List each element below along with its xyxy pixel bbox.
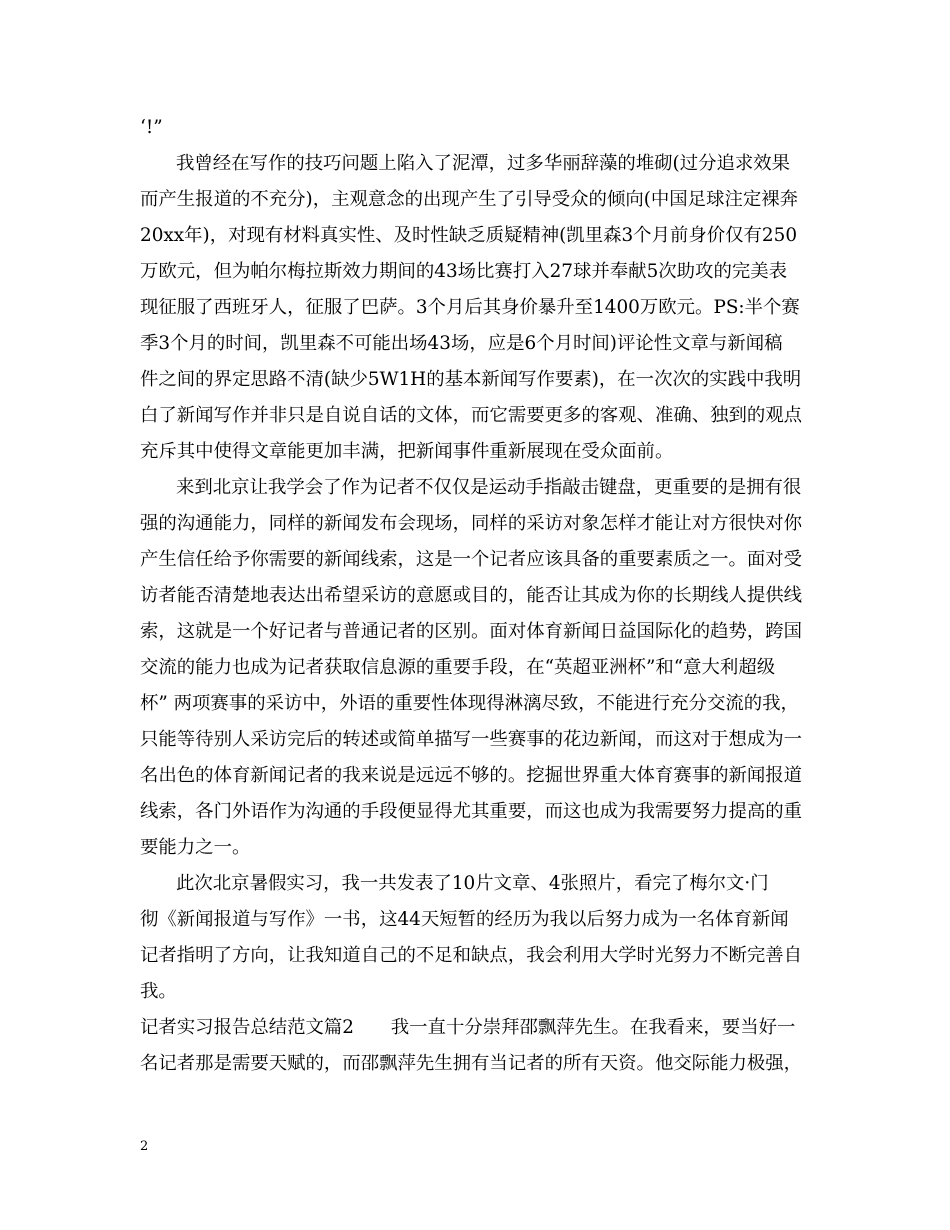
text-line: 件之间的界定思路不清(缺少5W1H的基本新闻写作要素)，在一次次的实践中我明 bbox=[140, 369, 802, 390]
text-line: 此次北京暑假实习，我一共发表了10片文章、4张照片，看完了梅尔文·门 bbox=[176, 873, 769, 894]
text-line: 要能力之一。 bbox=[140, 837, 251, 858]
text-line: 我曾经在写作的技巧问题上陷入了泥潭，过多华丽辞藻的堆砌(过分追求效果 bbox=[176, 153, 791, 174]
text-line: 杯” 两项赛事的采访中，外语的重要性体现得淋漓尽致，不能进行充分交流的我， bbox=[140, 693, 799, 714]
text-line: 只能等待别人采访完后的转述或简单描写一些赛事的花边新闻，而这对于想成为一 bbox=[140, 729, 803, 750]
text-line: ‘!” bbox=[140, 117, 163, 138]
text-line: 充斥其中使得文章能更加丰满，把新闻事件重新展现在受众面前。 bbox=[140, 441, 674, 462]
text-line: 索，这就是一个好记者与普通记者的区别。面对体育新闻日益国际化的趋势，跨国 bbox=[140, 621, 803, 642]
text-line: 现征服了西班牙人，征服了巴萨。3个月后其身价暴升至1400万欧元。PS:半个赛 bbox=[140, 297, 800, 318]
text-line: 名记者那是需要天赋的，而邵飘萍先生拥有当记者的所有天资。他交际能力极强， bbox=[140, 1053, 803, 1074]
text-line: 来到北京让我学会了作为记者不仅仅是运动手指敲击键盘，更重要的是拥有很 bbox=[176, 477, 802, 498]
text-line: 白了新闻写作并非只是自说自话的文体，而它需要更多的客观、准确、独到的观点 bbox=[140, 405, 803, 426]
text-line: 而产生报道的不充分)，主观意念的出现产生了引导受众的倾向(中国足球注定裸奔 bbox=[140, 189, 799, 210]
text-line: 季3个月的时间，凯里森不可能出场43场，应是6个月时间)评论性文章与新闻稿 bbox=[140, 333, 783, 354]
text-line: 访者能否清楚地表达出希望采访的意愿或目的，能否让其成为你的长期线人提供线 bbox=[140, 585, 803, 606]
text-line: 线索，各门外语作为沟通的手段便显得尤其重要，而这也成为我需要努力提高的重 bbox=[140, 801, 803, 822]
text-line: 名出色的体育新闻记者的我来说是远远不够的。挖掘世界重大体育赛事的新闻报道 bbox=[140, 765, 803, 786]
text-line: 20xx年)，对现有材料真实性、及时性缺乏质疑精神(凯里森3个月前身价仅有250 bbox=[140, 225, 798, 246]
text-line: 记者指明了方向，让我知道自己的不足和缺点，我会利用大学时光努力不断完善自 bbox=[140, 945, 803, 966]
page-number: 2 bbox=[140, 1139, 149, 1154]
text-line: 交流的能力也成为记者获取信息源的重要手段，在“英超亚洲杯”和“意大利超级 bbox=[140, 657, 776, 678]
text-line: 彻《新闻报道与写作》一书，这44天短暂的经历为我以后努力成为一名体育新闻 bbox=[140, 909, 789, 930]
text-line: 我。 bbox=[140, 981, 177, 1002]
text-line: 万欧元，但为帕尔梅拉斯效力期间的43场比赛打入27球并奉献5次助攻的完美表 bbox=[140, 261, 788, 282]
text-line: 记者实习报告总结范文篇2 我一直十分崇拜邵飘萍先生。在我看来，要当好一 bbox=[140, 1017, 796, 1038]
text-line: 强的沟通能力，同样的新闻发布会现场，同样的采访对象怎样才能让对方很快对你 bbox=[140, 513, 803, 534]
text-line: 产生信任给予你需要的新闻线索，这是一个记者应该具备的重要素质之一。面对受 bbox=[140, 549, 803, 570]
